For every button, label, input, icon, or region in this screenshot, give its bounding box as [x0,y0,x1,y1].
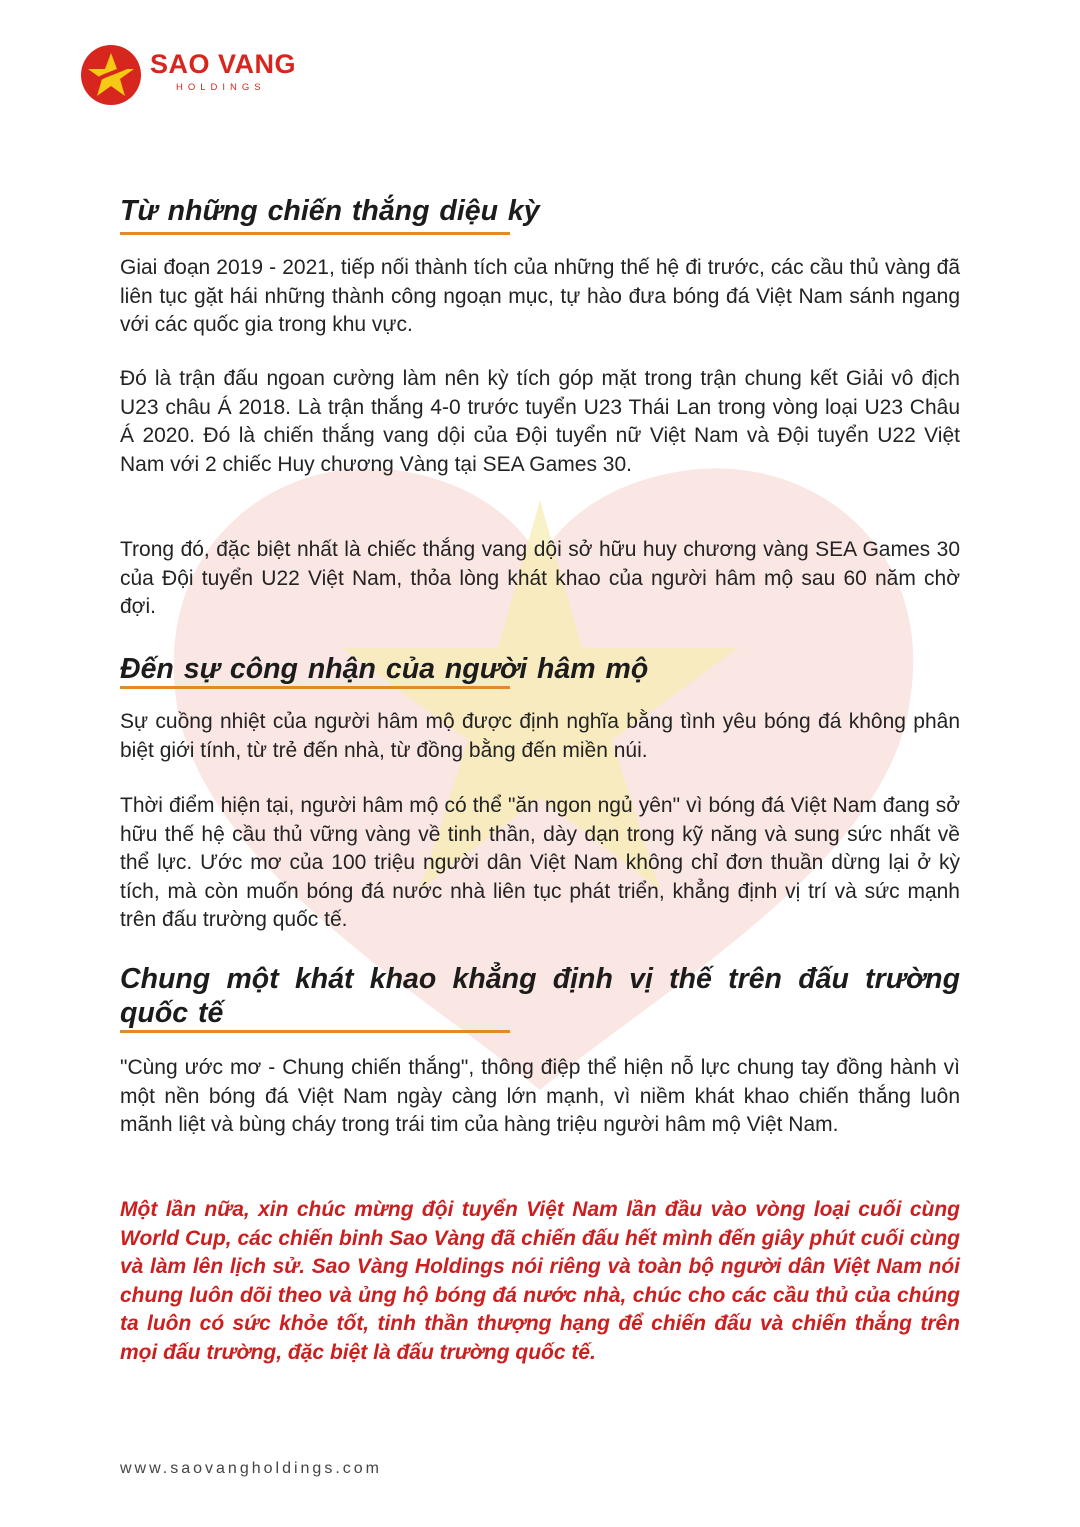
paragraph: Đó là trận đấu ngoan cường làm nên kỳ tích góp mặt trong trận chung kết Giải vô địch U23 châu Á 2018. Là trận thắng 4-0 trước tuyển U23 Thái Lan trong vòng loại U23 Châu Á 2020. Đó là chiến thắng vang dội của Đội tuyển nữ Việt Nam và Đội tuyển U22 Việt Nam với 2 chiếc Huy chương Vàng tại SEA Games 30. [120,367,960,476]
star-swirl-icon [80,44,142,106]
paragraph: Trong đó, đặc biệt nhất là chiếc thắng vang dội sở hữu huy chương vàng SEA Games 30 của Đội tuyển U22 Việt Nam, thỏa lòng khát khao của người hâm mộ sau 60 năm chờ đợi. [120,538,960,619]
heading-underline [120,1030,510,1033]
brand-name: SAO VANG [150,49,297,79]
paragraph: "Cùng ước mơ - Chung chiến thắng", thông điệp thể hiện nỗ lực chung tay đồng hành vì một nền bóng đá Việt Nam ngày càng lớn mạnh, vì niềm khát khao chiến thắng luôn mãnh liệt và bùng cháy trong trái tim của hàng triệu người hâm mộ Việt Nam. [120,1056,960,1137]
section-heading: Chung một khát khao khẳng định vị thế trên đấu trường quốc tế [120,963,960,1029]
brand-subtitle: HOLDINGS [176,82,266,93]
section-heading: Từ những chiến thắng diệu kỳ [120,195,540,227]
paragraph: Giai đoạn 2019 - 2021, tiếp nối thành tích của những thế hệ đi trước, các cầu thủ vàng đã liên tục gặt hái những thành công ngoạn mục, tự hào đưa bóng đá Việt Nam sánh ngang với các quốc gia trong khu vực. [120,256,960,337]
website-link[interactable]: www.saovangholdings.com [120,1460,382,1477]
heading-underline [120,686,510,689]
paragraph: Sự cuồng nhiệt của người hâm mộ được định nghĩa bằng tình yêu bóng đá không phân biệt giới tính, từ trẻ đến nhà, từ đồng bằng đến miền núi. [120,710,960,762]
brand-logo [80,44,320,104]
heading-underline [120,232,510,235]
paragraph: Thời điểm hiện tại, người hâm mộ có thể "ăn ngon ngủ yên" vì bóng đá Việt Nam đang sở hữu thế hệ cầu thủ vững vàng về tinh thần, dày dạn trong kỹ năng và sung sức nhất về thể lực. Ước mơ của 100 triệu người dân Việt Nam không chỉ đơn thuần dừng lại ở kỳ tích, mà còn muốn bóng đá nước nhà liên tục phát triển, khẳng định vị trí và sức mạnh trên đấu trường quốc tế. [120,794,960,932]
closing-paragraph: Một lần nữa, xin chúc mừng đội tuyển Việt Nam lần đầu vào vòng loại cuối cùng World Cup, các chiến binh Sao Vàng đã chiến đấu hết mình đến giây phút cuối cùng và làm lên lịch sử. Sao Vàng Holdings nói riêng và toàn bộ người dân Việt Nam nói chung luôn dõi theo và ủng hộ bóng đá nước nhà, chúc cho các cầu thủ của chúng ta luôn có sức khỏe tốt, tinh thần thượng hạng để chiến đấu và chiến thắng trên mọi đấu trường, đặc biệt là đấu trường quốc tế. [120,1198,960,1364]
section-heading: Đến sự công nhận của người hâm mộ [120,653,649,685]
